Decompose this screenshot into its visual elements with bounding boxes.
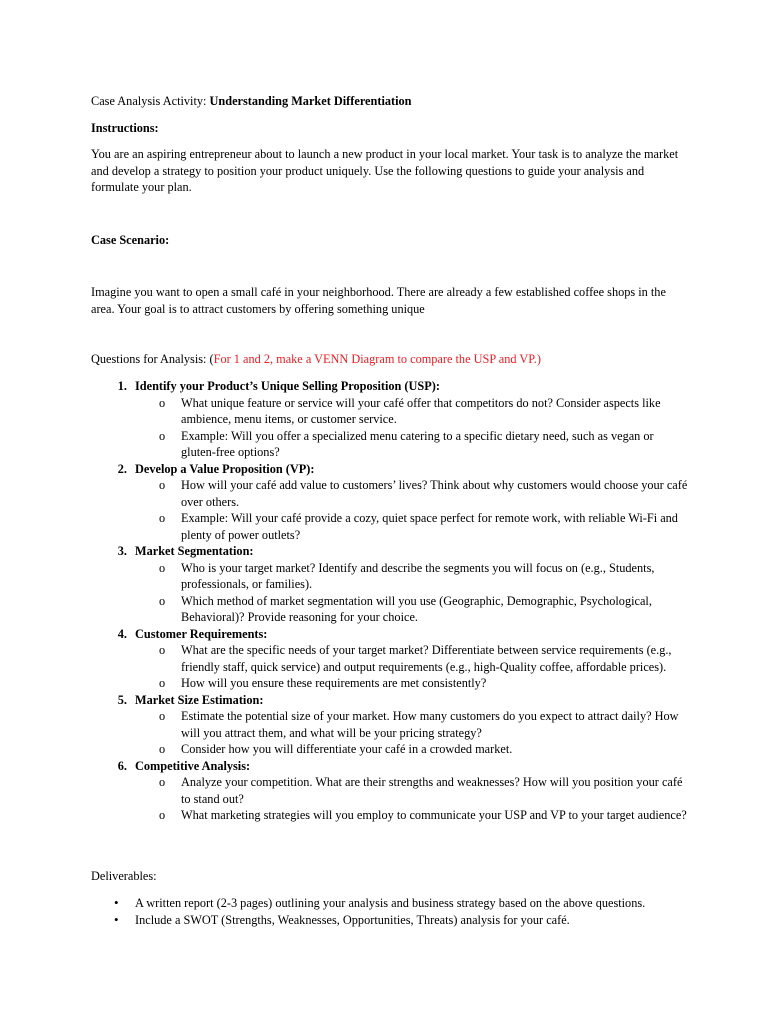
sub-item: o What unique feature or service will your café offer that competitors do not? Consider aspects like ambience, menu items, or customer service. (159, 395, 661, 426)
sub-item: o Which method of market segmentation will you use (Geographic, Demographic, Psychological, Behavioral)? Provide reasoning for your choice. (159, 593, 652, 624)
document-title-line (91, 93, 691, 110)
instructions-heading: Instructions: (91, 121, 159, 135)
sub-list (91, 642, 691, 692)
question-number: 5. (117, 692, 127, 707)
deliverables-heading: Deliverables: (91, 869, 157, 883)
sub-item: o Example: Will you offer a specialized menu catering to a specific dietary need, such as vegan or gluten-free options? (159, 428, 654, 459)
deliverable-item: • Include a SWOT (Strengths, Weaknesses, Opportunities, Threats) analysis for your café. (114, 911, 570, 927)
question-number: 3. (117, 544, 127, 558)
venn-diagram-note: For 1 and 2, make a VENN Diagram to compare the USP and VP.) (213, 352, 541, 366)
document-title: Understanding Market Differentiation (209, 94, 412, 108)
question-title: Identify your Product’s Unique Selling Proposition (USP): (135, 379, 440, 393)
sub-marker: o (159, 560, 166, 575)
sub-item: o Who is your target market? Identify and describe the segments you will focus on (e.g., Students, professionals, or families). (159, 560, 655, 591)
question-item (91, 543, 691, 626)
sub-marker: o (159, 478, 166, 492)
question-number: 6. (117, 758, 127, 773)
scenario-heading: Case Scenario: (91, 233, 170, 247)
deliverables-list (91, 895, 691, 928)
question-title: Competitive Analysis: (135, 758, 251, 773)
question-title: Develop a Value Proposition (VP): (135, 461, 315, 476)
sub-marker: o (159, 709, 166, 723)
question-title: Customer Requirements: (135, 626, 268, 641)
question-number: 1. (117, 379, 127, 393)
instructions-body: You are an aspiring entrepreneur about to launch a new product in your local market. Your task is to analyze the market and develop a strategy to position your product uniquely. Use the following questions to guide your analysis and formulate your plan. (91, 147, 679, 194)
question-item (91, 758, 691, 824)
sub-marker: o (159, 593, 166, 608)
sub-marker: o (159, 676, 166, 690)
sub-marker: o (159, 511, 166, 525)
question-number: 4. (117, 626, 127, 641)
sub-list (91, 708, 691, 758)
sub-item: o Example: Will your café provide a cozy, quiet space perfect for remote work, with reliable Wi-Fi and plenty of power outlets? (159, 511, 678, 542)
sub-item: o How will you ensure these requirements are met consistently? (159, 676, 487, 690)
sub-marker: o (159, 742, 166, 756)
sub-marker: o (159, 808, 166, 822)
question-title: Market Segmentation: (135, 544, 254, 558)
sub-marker: o (159, 395, 166, 410)
sub-marker: o (159, 643, 166, 657)
sub-item: o Consider how you will differentiate your café in a crowded market. (159, 742, 513, 756)
question-item (91, 626, 691, 692)
bullet-marker: • (114, 895, 119, 910)
sub-list (91, 774, 691, 824)
sub-marker: o (159, 428, 166, 443)
sub-item: o What marketing strategies will you employ to communicate your USP and VP to your target audience? (159, 808, 687, 822)
bullet-marker: • (114, 911, 119, 927)
title-prefix: Case Analysis Activity: (91, 94, 210, 108)
sub-item: o What are the specific needs of your target market? Differentiate between service requirements (e.g., friendly staff, quick service) and output requirements (e.g., high-Quality coffee, affordable prices). (159, 643, 672, 674)
questions-intro (91, 351, 691, 368)
sub-item: o Estimate the potential size of your market. How many customers do you expect to attract daily? How will you attract them, and what will be your pricing strategy? (159, 709, 679, 740)
question-title: Market Size Estimation: (135, 692, 264, 707)
scenario-body: Imagine you want to open a small café in your neighborhood. There are already a few established coffee shops in the area. Your goal is to attract customers by offering something unique (91, 285, 666, 316)
sub-list (91, 560, 691, 626)
sub-list (91, 477, 691, 543)
sub-list (91, 395, 691, 461)
question-number: 2. (117, 461, 127, 476)
sub-marker: o (159, 775, 166, 789)
sub-item: o Analyze your competition. What are their strengths and weaknesses? How will you position your café to stand out? (159, 775, 683, 806)
deliverable-item: • A written report (2-3 pages) outlining your analysis and business strategy based on the above questions. (114, 895, 646, 910)
question-item (91, 461, 691, 544)
question-item (91, 692, 691, 758)
question-item (91, 378, 691, 461)
questions-list (91, 378, 691, 824)
questions-intro-label: Questions for Analysis: ( (91, 352, 214, 366)
sub-item: o How will your café add value to customers’ lives? Think about why customers would choose your café over others. (159, 478, 688, 509)
